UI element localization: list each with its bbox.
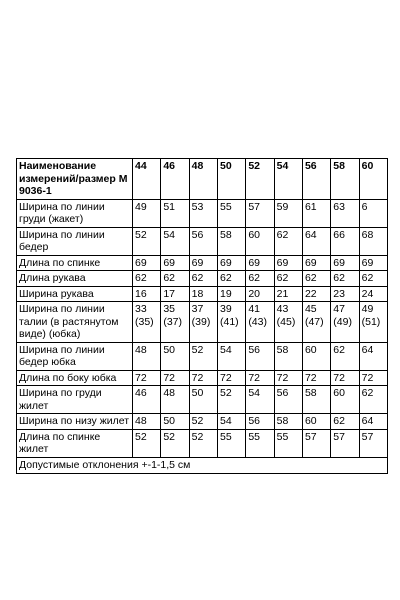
measurement-label: Ширина по линии груди (жакет) [17,199,133,227]
measurement-value: 69 [359,255,387,271]
measurement-value: 68 [359,227,387,255]
measurement-value: 72 [217,370,245,386]
measurement-value: 58 [274,414,302,430]
measurement-value: 72 [302,370,330,386]
measurement-label: Ширина по линии бедер юбка [17,342,133,370]
measurement-value: 62 [359,386,387,414]
measurement-value: 48 [133,414,161,430]
measurement-value: 19 [217,286,245,302]
measurement-value: 55 [217,199,245,227]
table-row [17,429,388,457]
measurement-value: 62 [274,271,302,287]
measurement-value: 48 [133,342,161,370]
measurement-value: 46 [133,386,161,414]
measurement-value: 58 [302,386,330,414]
table-row [17,255,388,271]
measurement-value: 47 (49) [331,302,359,343]
measurement-value: 55 [217,429,245,457]
measurement-value: 56 [246,414,274,430]
table-row [17,227,388,255]
table-row [17,302,388,343]
measurement-value: 51 [161,199,189,227]
measurement-value: 62 [274,227,302,255]
measurement-value: 72 [133,370,161,386]
measurement-label: Ширина по груди жилет [17,386,133,414]
measurement-value: 45 (47) [302,302,330,343]
measurement-value: 69 [246,255,274,271]
measurement-value: 60 [331,386,359,414]
measurement-value: 22 [302,286,330,302]
measurement-value: 53 [189,199,217,227]
measurement-label: Ширина по линии талии (в растянутом виде) (юбка) [17,302,133,343]
table-row [17,271,388,287]
measurement-value: 54 [161,227,189,255]
measurement-value: 21 [274,286,302,302]
measurement-value: 49 (51) [359,302,387,343]
measurement-value: 6 [359,199,387,227]
measurement-value: 56 [274,386,302,414]
table-row [17,342,388,370]
measurement-value: 58 [274,342,302,370]
measurement-value: 66 [331,227,359,255]
measurement-value: 57 [302,429,330,457]
measurement-value: 16 [133,286,161,302]
measurement-value: 39 (41) [217,302,245,343]
measurement-value: 17 [161,286,189,302]
measurement-value: 37 (39) [189,302,217,343]
table-row [17,414,388,430]
measurement-value: 64 [359,342,387,370]
measurement-value: 48 [161,386,189,414]
measurement-value: 69 [133,255,161,271]
measurement-value: 60 [246,227,274,255]
measurement-value: 58 [217,227,245,255]
size-header: 60 [359,159,387,200]
measurement-value: 56 [246,342,274,370]
measurement-value: 18 [189,286,217,302]
table-row [17,286,388,302]
measurement-value: 55 [246,429,274,457]
measurement-value: 59 [274,199,302,227]
measurement-value: 54 [217,414,245,430]
measurement-value: 20 [246,286,274,302]
measurement-label: Длина по боку юбка [17,370,133,386]
measurement-label: Длина по спинке [17,255,133,271]
measurement-value: 69 [189,255,217,271]
measurement-value: 72 [246,370,274,386]
measurement-value: 49 [133,199,161,227]
measurement-value: 69 [161,255,189,271]
measurement-value: 62 [246,271,274,287]
size-header: 46 [161,159,189,200]
measurement-value: 54 [217,342,245,370]
measurement-header: Наименование измерений/размер М 9036-1 [17,159,133,200]
measurement-value: 72 [274,370,302,386]
measurement-value: 72 [331,370,359,386]
table-row [17,370,388,386]
measurement-value: 64 [302,227,330,255]
measurement-value: 54 [246,386,274,414]
measurement-label: Длина по спинке жилет [17,429,133,457]
tolerance-note: Допустимые отклонения +-1-1,5 см [16,458,388,474]
measurement-value: 72 [189,370,217,386]
size-header: 54 [274,159,302,200]
measurement-value: 60 [302,342,330,370]
measurement-value: 62 [189,271,217,287]
measurement-value: 57 [331,429,359,457]
measurement-label: Длина рукава [17,271,133,287]
measurement-value: 50 [161,342,189,370]
size-header: 58 [331,159,359,200]
measurement-value: 50 [161,414,189,430]
measurement-value: 57 [359,429,387,457]
size-header: 52 [246,159,274,200]
size-header: 50 [217,159,245,200]
measurement-label: Ширина по низу жилет [17,414,133,430]
measurement-value: 43 (45) [274,302,302,343]
measurement-value: 62 [359,271,387,287]
table-row [17,386,388,414]
table-row [17,199,388,227]
measurement-value: 52 [189,414,217,430]
measurement-value: 52 [133,429,161,457]
measurement-value: 35 (37) [161,302,189,343]
table-header-row [17,159,388,200]
measurement-value: 62 [331,414,359,430]
measurement-value: 62 [302,271,330,287]
measurement-value: 62 [331,342,359,370]
measurement-value: 33 (35) [133,302,161,343]
measurement-value: 72 [161,370,189,386]
measurement-value: 55 [274,429,302,457]
measurement-value: 50 [189,386,217,414]
measurement-value: 69 [217,255,245,271]
measurement-value: 72 [359,370,387,386]
measurement-value: 61 [302,199,330,227]
measurement-value: 69 [331,255,359,271]
measurement-value: 69 [302,255,330,271]
measurement-value: 41 (43) [246,302,274,343]
measurement-value: 52 [217,386,245,414]
measurement-value: 64 [359,414,387,430]
measurement-label: Ширина по линии бедер [17,227,133,255]
measurement-value: 52 [189,429,217,457]
measurement-value: 57 [246,199,274,227]
measurement-value: 62 [217,271,245,287]
measurement-value: 52 [133,227,161,255]
measurement-value: 24 [359,286,387,302]
measurement-value: 56 [189,227,217,255]
measurement-value: 60 [302,414,330,430]
size-header: 48 [189,159,217,200]
measurement-value: 23 [331,286,359,302]
measurement-value: 62 [161,271,189,287]
measurement-value: 62 [331,271,359,287]
measurement-value: 52 [189,342,217,370]
measurement-value: 69 [274,255,302,271]
size-header: 44 [133,159,161,200]
measurement-value: 63 [331,199,359,227]
size-chart-table [16,158,388,458]
measurement-value: 52 [161,429,189,457]
measurement-label: Ширина рукава [17,286,133,302]
measurement-value: 62 [133,271,161,287]
size-header: 56 [302,159,330,200]
